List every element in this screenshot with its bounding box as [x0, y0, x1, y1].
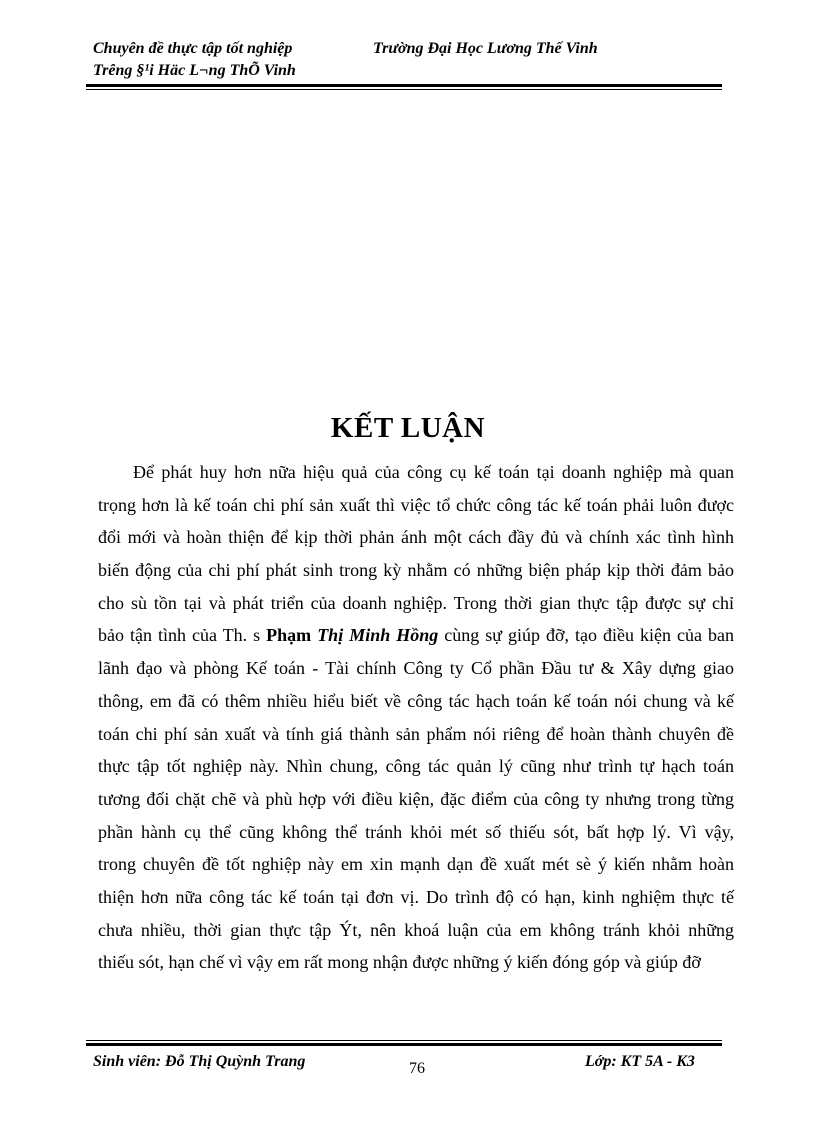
paragraph-line: thực tập tốt nghiệp này. Nhìn chung, công tác quản lý cũng như trình tự hạch toán: [98, 756, 734, 777]
paragraph-line: trong chuyên đề tốt nghiệp này em xin mạnh dạn đề xuất mét sè ý kiến nhằm hoàn: [98, 854, 734, 875]
advisor-prefix: bảo tận tình của Th. s: [98, 625, 267, 646]
paragraph-line: đổi mới và hoàn thiện để kịp thời phản ánh một cách đầy đủ và chính xác tình hình: [98, 527, 734, 548]
header-school-name-garbled: Trêng §¹i Häc L¬ng ThÕ Vinh: [93, 62, 296, 79]
paragraph-line: chưa nhiều, thời gian thực tập Ýt, nên khoá luận của em không tránh khỏi những: [98, 919, 734, 940]
header-document-type: Chuyên đề thực tập tốt nghiệp: [93, 40, 293, 57]
paragraph-line: lãnh đạo và phòng Kế toán - Tài chính Công ty Cổ phần Đầu tư & Xây dựng giao: [98, 658, 734, 679]
paragraph-line: Để phát huy hơn nữa hiệu quả của công cụ kế toán tại doanh nghiệp mà quan: [133, 462, 734, 482]
paragraph-line: tương đối chặt chẽ và phù hợp với điều kiện, đặc điểm của công ty nhưng trong từng: [98, 788, 734, 809]
paragraph-line: cho sù tồn tại và phát triển của doanh nghiệp. Trong thời gian thực tập được sự chỉ: [98, 592, 734, 613]
paragraph-line: thiện hơn nữa công tác kế toán tại đơn vị. Do trình độ có hạn, kinh nghiệm thực tế: [98, 886, 734, 907]
advisor-given-name: Thị Minh Hồng: [317, 625, 439, 646]
advisor-suffix: cùng sự giúp đỡ, tạo điều kiện của ban: [438, 625, 735, 646]
header-rule-thick: [86, 84, 722, 87]
advisor-surname: Phạm: [266, 625, 318, 646]
paragraph-line: toán chi phí sản xuất và tính giá thành sản phẩm nói riêng để hoàn thành chuyên đề: [98, 723, 734, 744]
page-number: 76: [409, 1060, 425, 1077]
header-school-name: Trường Đại Học Lương Thế Vinh: [373, 40, 598, 57]
paragraph-line: thông, em đã có thêm nhiều hiểu biết về công tác hạch toán kế toán nói chung và kế: [98, 690, 734, 711]
header-rule-thin: [86, 89, 722, 90]
footer-class: Lớp: KT 5A - K3: [585, 1053, 695, 1070]
paragraph-line: biến động của chi phí phát sinh trong kỳ nhằm có những biện pháp kịp thời đảm bảo: [98, 560, 734, 581]
footer-rule-thin: [86, 1040, 722, 1041]
footer-rule-thick: [86, 1043, 722, 1046]
paragraph-line: phần hành cụ thể cũng không thể tránh khỏi mét số thiếu sót, bất hợp lý. Vì vậy,: [98, 821, 734, 842]
paragraph-line-advisor: [98, 619, 734, 652]
paragraph-line: thiếu sót, hạn chế vì vậy em rất mong nhận được những ý kiến đóng góp và giúp đỡ: [98, 952, 701, 973]
conclusion-paragraph: [98, 456, 734, 979]
page-title: KẾT LUẬN: [330, 412, 486, 444]
paragraph-line: trọng hơn là kế toán chi phí sản xuất thì việc tổ chức công tác kế toán phải luôn được: [98, 494, 734, 515]
footer-student-name: Sinh viên: Đỗ Thị Quỳnh Trang: [93, 1053, 306, 1070]
